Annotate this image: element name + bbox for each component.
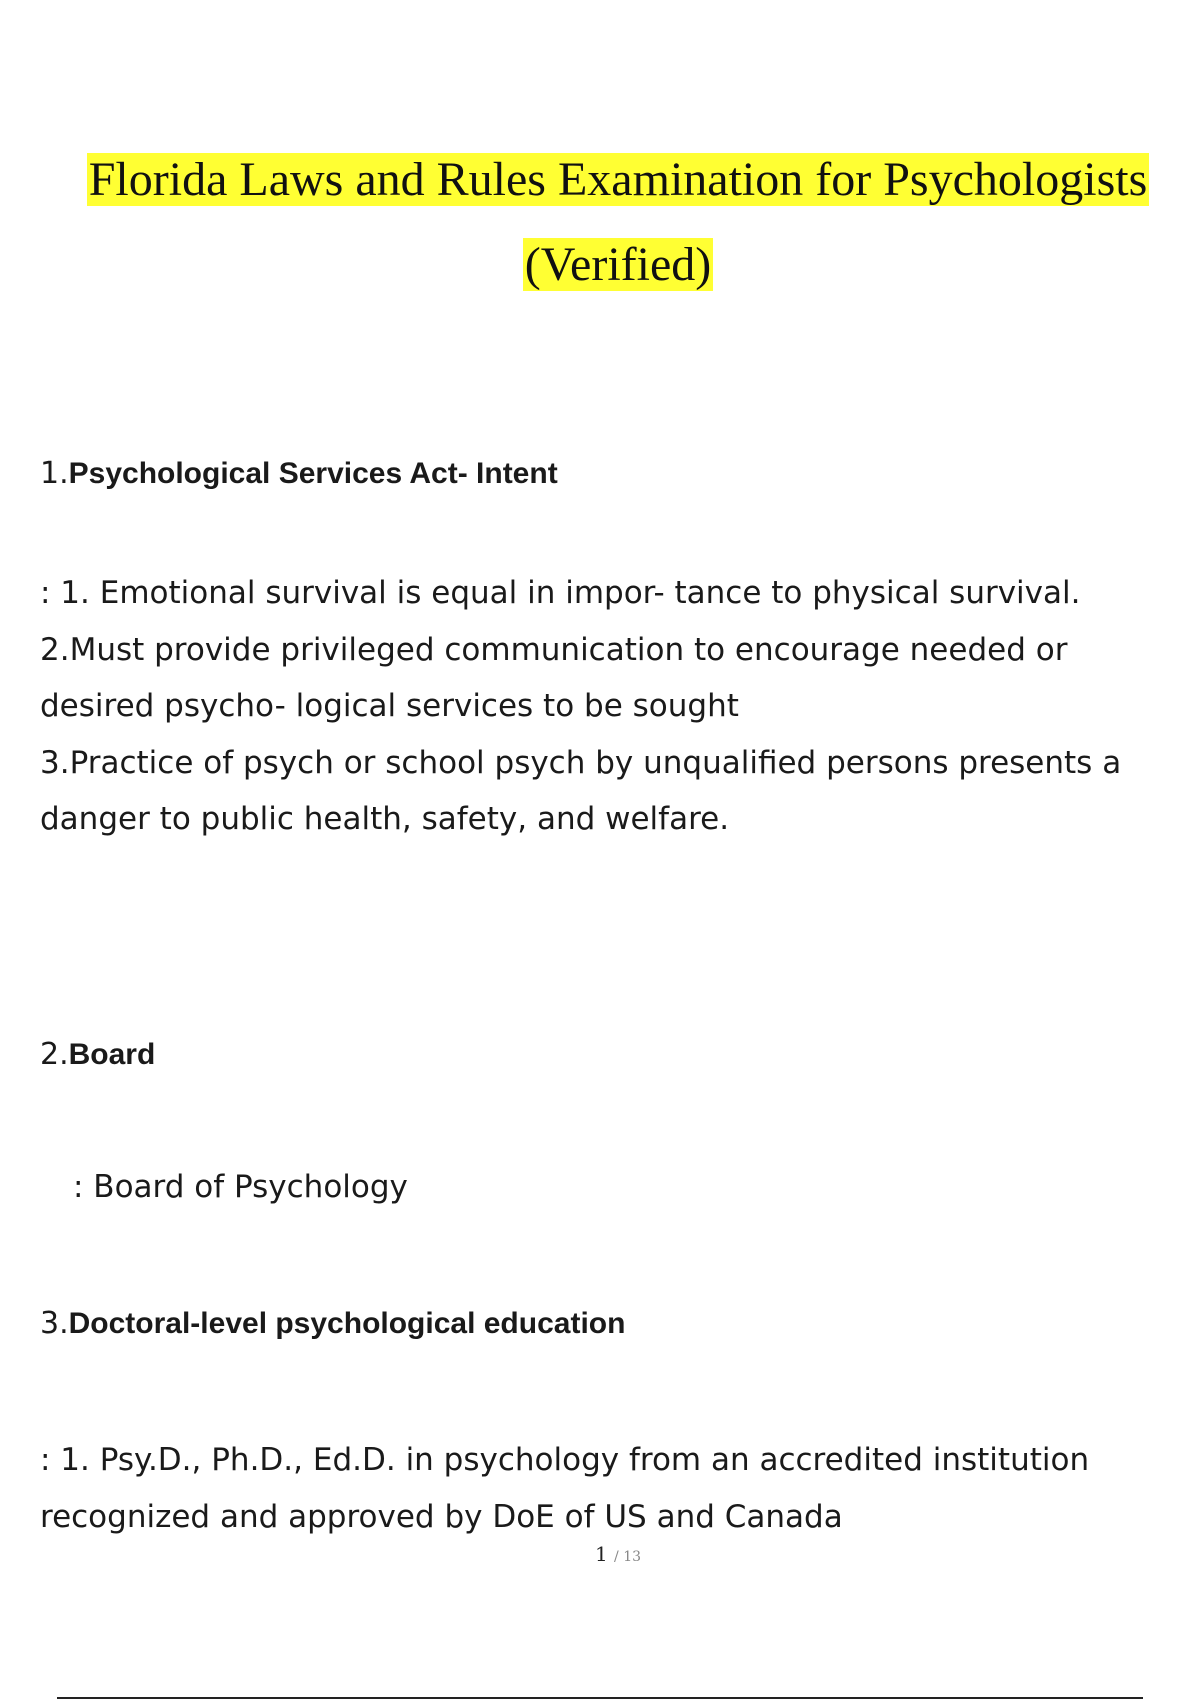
page-number	[0, 1542, 1200, 1566]
question-title: Board	[68, 1038, 156, 1071]
answer-line: : 1. Emotional survival is equal in impor- tance to physical survival.	[40, 575, 1081, 611]
document-title-line-2	[0, 235, 1200, 295]
title-highlight: (Verified)	[524, 238, 712, 291]
page-number-total: / 13	[614, 1549, 642, 1565]
question-title: Doctoral-level psychological education	[68, 1307, 626, 1340]
page-divider	[57, 1697, 1143, 1699]
answer-block	[40, 1432, 1180, 1545]
answer-line: 3.Practice of psych or school psych by unqualified persons presents a	[40, 744, 1122, 781]
answer-block	[40, 565, 1180, 848]
question-heading	[40, 454, 558, 494]
question-heading	[40, 1035, 155, 1075]
answer-line: 2.Must provide privileged communication to encourage needed or	[40, 631, 1068, 668]
page-number-current: 1	[594, 1542, 608, 1566]
question-number: 2.	[40, 1037, 69, 1072]
answer-line: : Board of Psychology	[73, 1169, 408, 1205]
document-title-line-1	[0, 150, 1200, 210]
answer-block	[73, 1159, 1200, 1216]
answer-line: desired psycho- logical services to be sought	[40, 688, 739, 724]
answer-line: : 1. Psy.D., Ph.D., Ed.D. in psychology from an accredited institution	[40, 1442, 1090, 1478]
title-highlight: Florida Laws and Rules Examination for Psychologists	[88, 153, 1148, 206]
question-heading	[40, 1304, 625, 1344]
answer-line: recognized and approved by DoE of US and Canada	[40, 1498, 843, 1535]
question-number: 3.	[40, 1306, 69, 1341]
answer-line: danger to public health, safety, and welfare.	[40, 801, 730, 837]
question-title: Psychological Services Act- Intent	[68, 457, 558, 490]
question-number: 1.	[40, 456, 69, 491]
